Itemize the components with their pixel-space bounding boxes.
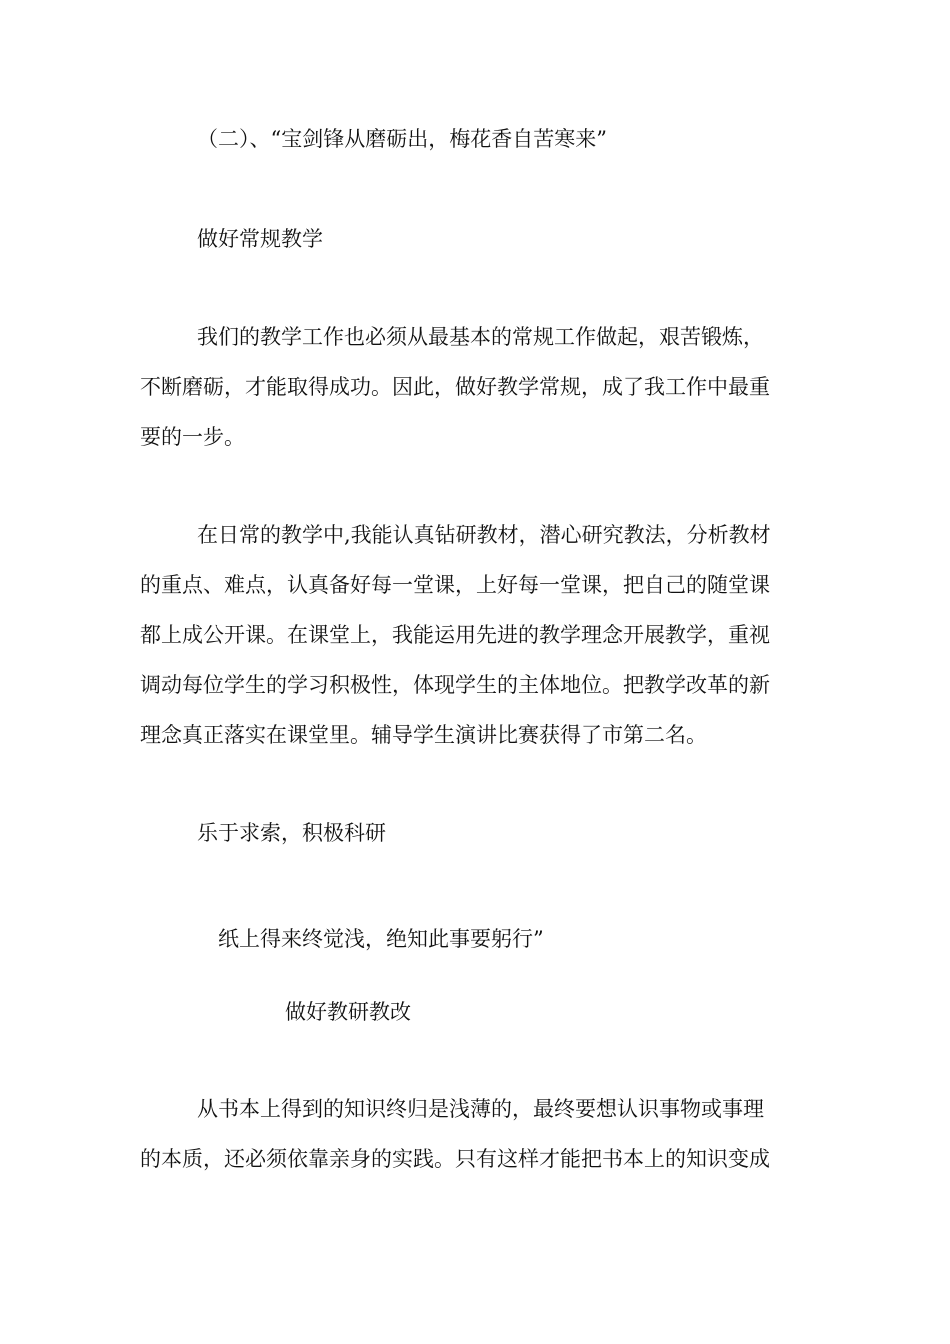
subheading-teaching-reform: 做好教研教改 xyxy=(285,1000,411,1024)
paragraph-line: 都上成公开课。在课堂上，我能运用先进的教学理念开展教学，重视 xyxy=(140,623,770,647)
paragraph-line: 从书本上得到的知识终归是浅薄的，最终要想认识事物或事理 xyxy=(197,1097,764,1121)
subheading-routine-teaching: 做好常规教学 xyxy=(197,227,323,251)
paragraph-line: 不断磨砺，才能取得成功。因此，做好教学常规，成了我工作中最重 xyxy=(140,375,770,399)
paragraph-line: 调动每位学生的学习积极性，体现学生的主体地位。把教学改革的新 xyxy=(140,673,770,697)
paragraph-line: 我们的教学工作也必须从最基本的常规工作做起，艰苦锻炼， xyxy=(197,325,764,349)
paragraph-line: 的本质，还必须依靠亲身的实践。只有这样才能把书本上的知识变成 xyxy=(140,1147,770,1171)
section-heading: （二）、“宝剑锋从磨砺出，梅花香自苦寒来” xyxy=(197,127,607,151)
paragraph-line: 的重点、难点，认真备好每一堂课，上好每一堂课，把自己的随堂课 xyxy=(140,573,770,597)
subheading-research: 乐于求索，积极科研 xyxy=(197,821,386,845)
paragraph-line: 理念真正落实在课堂里。辅导学生演讲比赛获得了市第二名。 xyxy=(140,723,707,747)
quote-line: 纸上得来终觉浅，绝知此事要躬行” xyxy=(218,927,544,951)
paragraph-line: 要的一步。 xyxy=(140,425,245,449)
paragraph-line: 在日常的教学中,我能认真钻研教材，潜心研究教法，分析教材 xyxy=(197,523,771,547)
